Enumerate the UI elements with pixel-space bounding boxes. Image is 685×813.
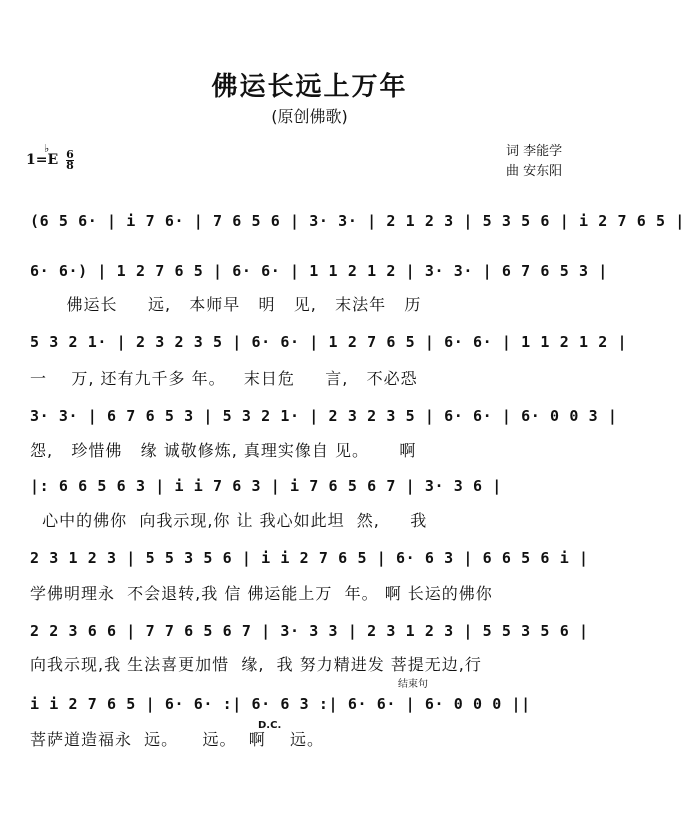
score-line-8: i i 2 7 6 5 | 6· 6· :| 6· 6 3 :| 6· 6· | 6· 0 0 0 || [30,695,531,713]
key-text: 1=E [26,152,59,168]
da-capo-mark: D.C. [258,720,282,731]
score-line-4: 3· 3· | 6 7 6 5 3 | 5 3 2 1· | 2 3 2 3 5 | 6· 6· | 6· 0 0 3 | [30,407,618,425]
score-line-2: 6· 6·) | 1 2 7 6 5 | 6· 6· | 1 1 2 1 2 | 3· 3· | 6 7 6 5 3 | [30,262,608,280]
end-phrase-label: 结束句 [398,679,428,690]
score-line-7: 2 2 3 6 6 | 7 7 6 5 6 7 | 3· 3 3 | 2 3 1 2 3 | 5 5 3 5 6 | [30,622,589,640]
score-line-1: (6 5 6· | i 7 6· | 7 6 5 6 | 3· 3· | 2 1 2 3 | 5 3 5 6 | i 2 7 6 5 | [30,212,685,230]
time-signature [66,150,74,171]
time-signature-bottom: 8 [66,159,74,172]
lyrics-line-7: 向我示现,我 生法喜更加惜 缘, 我 努力精进发 菩提无边,行 [30,655,482,674]
flat-symbol: ♭ [44,142,50,155]
composer-credit: 曲 安东阳 [506,164,563,179]
key-signature [26,142,59,168]
time-signature-top: 6 [66,148,74,161]
lyrics-line-8: 菩萨道造福永 远。 远。 啊 远。 [30,730,325,749]
score-line-5: |: 6 6 5 6 3 | i i 7 6 3 | i 7 6 5 6 7 | 3· 3 6 | [30,477,502,495]
lyrics-line-4: 怨, 珍惜佛 缘 诚敬修炼, 真理实像自 见。 啊 [30,441,417,460]
song-title: 佛运长远上万年 [211,72,408,102]
lyrics-line-6: 学佛明理永 不会退转,我 信 佛运能上万 年。 啊 长运的佛你 [30,584,493,603]
score-line-6: 2 3 1 2 3 | 5 5 3 5 6 | i i 2 7 6 5 | 6· 6 3 | 6 6 5 6 i | [30,549,589,567]
lyrics-line-5: 心中的佛你 向我示现,你 让 我心如此坦 然, 我 [30,511,428,530]
credits [506,142,562,182]
lyrics-line-2: 佛运长 远, 本师早 明 见, 末法年 历 [30,295,422,314]
song-subtitle: (原创佛歌) [271,107,348,126]
score-line-3: 5 3 2 1· | 2 3 2 3 5 | 6· 6· | 1 2 7 6 5 | 6· 6· | 1 1 2 1 2 | [30,333,628,351]
lyrics-line-3: 一 万, 还有九千多 年。 末日危 言, 不必恐 [30,369,418,388]
lyricist-credit: 词 李能学 [506,144,563,159]
